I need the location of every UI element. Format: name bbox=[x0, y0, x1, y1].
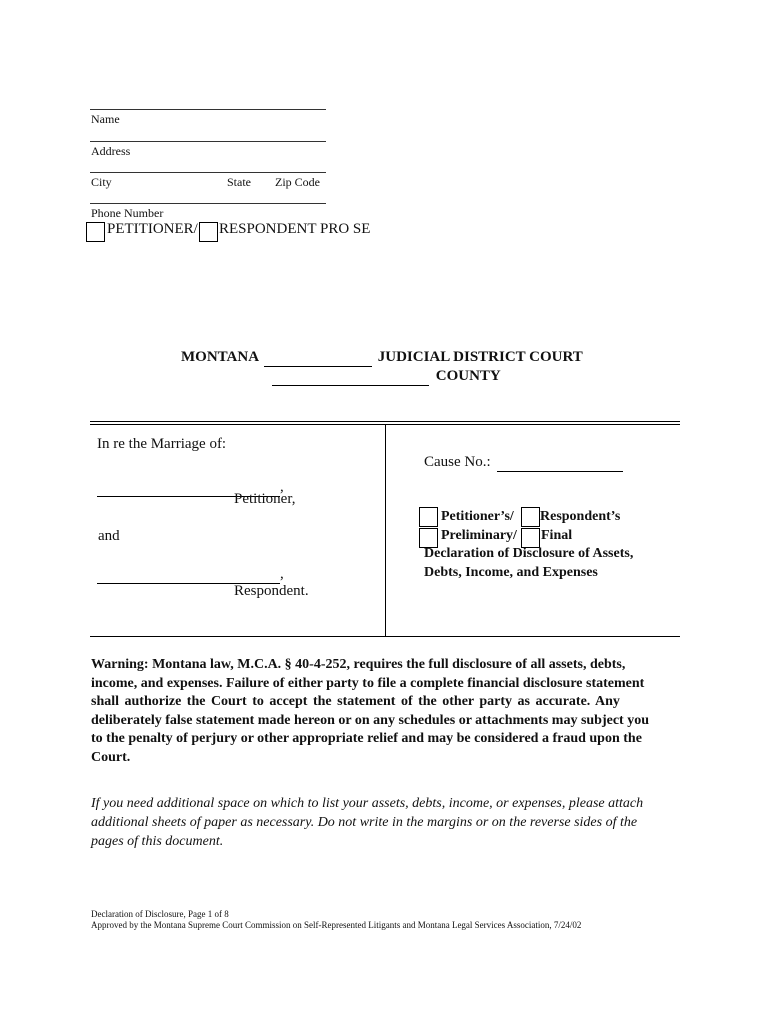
respondent-pro-se-label: RESPONDENT PRO SE bbox=[219, 221, 371, 237]
instructions-line: pages of this document. bbox=[91, 834, 224, 849]
warning-line: shall authorize the Court to accept the statement of the other party as accurate. Any bbox=[91, 694, 620, 709]
final-checkbox[interactable] bbox=[521, 528, 540, 548]
respondents-checkbox[interactable] bbox=[521, 507, 540, 527]
county-heading bbox=[272, 368, 501, 386]
warning-line: to the penalty of perjury or other appropriate relief and may be considered a fraud upon the bbox=[91, 731, 642, 746]
respondent-name-field[interactable] bbox=[97, 566, 284, 584]
name-line[interactable] bbox=[90, 109, 326, 110]
instructions-paragraph bbox=[91, 794, 686, 851]
caption-bottom-rule bbox=[90, 636, 680, 637]
address-line[interactable] bbox=[90, 141, 326, 142]
city-state-zip-line[interactable] bbox=[90, 172, 326, 173]
caption-divider bbox=[385, 424, 386, 636]
court-county: COUNTY bbox=[435, 368, 501, 384]
court-state: MONTANA bbox=[181, 349, 259, 365]
warning-paragraph bbox=[91, 656, 681, 767]
petitioner-caption-label: Petitioner, bbox=[234, 491, 296, 507]
phone-line[interactable] bbox=[90, 203, 326, 204]
respondent-caption-label: Respondent. bbox=[234, 583, 309, 599]
petitioner-checkbox[interactable] bbox=[86, 222, 105, 242]
instructions-line: additional sheets of paper as necessary. Do not write in the margins or on the reverse sides of the bbox=[91, 815, 638, 830]
warning-line: Court. bbox=[91, 749, 131, 765]
phone-label: Phone Number bbox=[91, 206, 164, 220]
respondent-checkbox[interactable] bbox=[199, 222, 218, 242]
zip-label: Zip Code bbox=[275, 175, 320, 189]
name-label: Name bbox=[91, 112, 120, 126]
respondent-comma: , bbox=[280, 566, 284, 582]
instructions-line: If you need additional space on which to list your assets, debts, income, or expenses, please attach bbox=[91, 796, 644, 811]
footer-approval: Approved by the Montana Supreme Court Commission on Self-Represented Litigants and Montana Legal Services Association, 7/24/02 bbox=[91, 920, 582, 930]
petitioners-label: Petitioner’s/ bbox=[441, 509, 514, 524]
court-district: JUDICIAL DISTRICT COURT bbox=[377, 349, 583, 365]
petitioner-comma: , bbox=[280, 479, 284, 495]
court-heading bbox=[181, 349, 583, 367]
in-re-label: In re the Marriage of: bbox=[97, 436, 227, 452]
respondents-label: Respondent’s bbox=[540, 509, 621, 524]
declaration-title-line2: Debts, Income, and Expenses bbox=[424, 565, 598, 580]
address-label: Address bbox=[91, 144, 131, 158]
warning-line: deliberately false statement made hereon or on any schedules or attachments may subject you bbox=[91, 712, 650, 728]
district-number-field[interactable] bbox=[264, 349, 372, 367]
warning-line: Warning: Montana law, M.C.A. § 40-4-252, requires the full disclosure of all assets, debts, bbox=[91, 657, 626, 672]
petitioners-checkbox[interactable] bbox=[419, 507, 438, 527]
declaration-title-line1: Declaration of Disclosure of Assets, bbox=[424, 546, 634, 561]
warning-line: income, and expenses. Failure of either party to file a complete financial disclosure statement bbox=[91, 675, 645, 691]
final-label: Final bbox=[541, 528, 573, 543]
cause-number bbox=[424, 454, 623, 472]
preliminary-checkbox[interactable] bbox=[419, 528, 438, 548]
preliminary-label: Preliminary/ bbox=[441, 528, 517, 543]
petitioner-label: PETITIONER/ bbox=[107, 221, 198, 237]
footer-page-number: Declaration of Disclosure, Page 1 of 8 bbox=[91, 909, 229, 919]
and-label: and bbox=[98, 528, 120, 544]
city-label: City bbox=[91, 175, 112, 189]
cause-number-label: Cause No.: bbox=[424, 454, 491, 470]
state-label: State bbox=[227, 175, 251, 189]
cause-number-field[interactable] bbox=[497, 454, 623, 472]
county-name-field[interactable] bbox=[272, 368, 429, 386]
